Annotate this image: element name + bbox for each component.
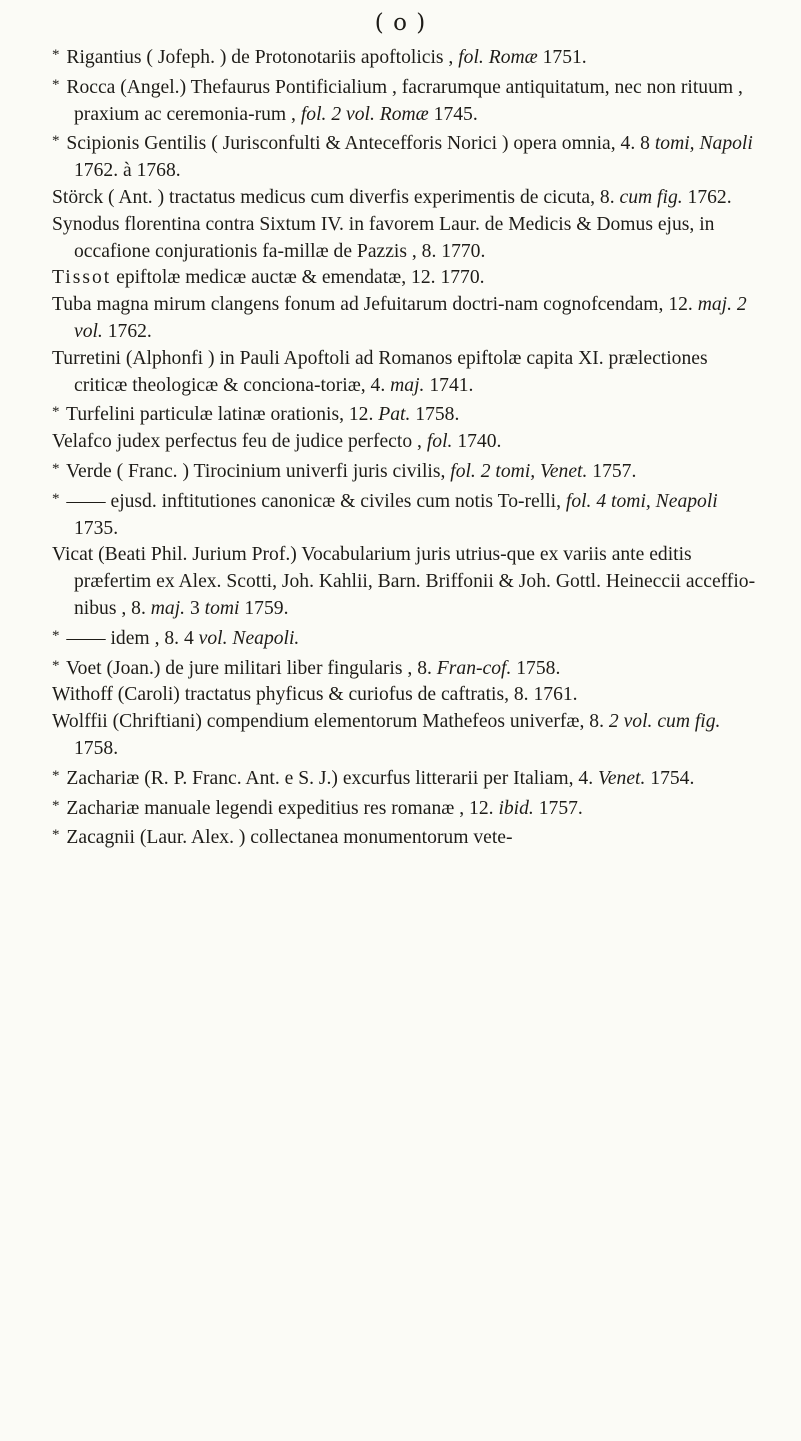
entry-text: 1762.	[682, 186, 732, 208]
catalogue-entry	[52, 399, 762, 429]
entry-text: —— ejusd. inftitutiones canonicæ & civiles cum notis To-relli,	[66, 490, 566, 512]
entry-text: Verde ( Franc. ) Tirocinium univerfi juris civilis,	[66, 460, 451, 482]
catalogue-entry	[52, 623, 762, 653]
entry-text: Scipionis Gentilis ( Jurisconfulti & Antecefforis Norici ) opera omnia, 4. 8	[66, 133, 655, 155]
entry-italic-text: tomi	[204, 597, 240, 619]
page-header: ( o )	[374, 10, 427, 36]
entry-italic-text: fol.	[458, 47, 484, 68]
catalogue-entry	[52, 763, 762, 793]
entry-italic-text: maj.	[390, 374, 425, 396]
asterisk-mark: *	[52, 490, 60, 507]
entry-text: 1762.	[102, 320, 152, 342]
entry-text: Velafco judex perfectus feu de judice perfecto ,	[52, 431, 427, 453]
entry-text: 1762. à 1768.	[74, 160, 181, 182]
entry-text: Tuba magna mirum clangens fonum ad Jefuitarum doctri-nam cognofcendam, 12.	[52, 294, 698, 316]
entry-text: Zacagnii (Laur. Alex. ) collectanea monumentorum vete-	[66, 827, 513, 849]
entry-text: Zachariæ manuale legendi expeditius res romanæ , 12.	[66, 797, 499, 819]
entry-italic-text: fol. 2 tomi, Venet.	[450, 460, 588, 482]
entry-italic-text: 2 vol. cum fig.	[608, 711, 721, 733]
catalogue-entry	[52, 346, 762, 400]
entry-text: 1741.	[424, 374, 474, 396]
entry-italic-text: vol. Neapoli.	[198, 627, 300, 649]
entry-text: 1751.	[537, 47, 587, 68]
catalogue-entry	[52, 429, 762, 456]
catalogue-entry	[52, 456, 762, 486]
catalogue-entry	[52, 682, 762, 709]
entry-italic-text: Romæ	[488, 47, 538, 68]
entry-text: 1735.	[74, 517, 119, 539]
entry-italic-text: maj. 2 vol.	[74, 294, 747, 342]
catalogue-entry	[52, 72, 762, 129]
asterisk-mark: *	[52, 460, 60, 477]
asterisk-mark: *	[52, 657, 60, 674]
asterisk-mark: *	[52, 47, 60, 63]
entry-text: 1758.	[74, 737, 119, 759]
entry-text: 3	[185, 597, 205, 619]
entry-italic-text: ibid.	[498, 797, 534, 819]
entry-italic-text: Venet.	[598, 767, 646, 789]
entry-italic-text: Fran-cof.	[436, 657, 512, 679]
entry-italic-text: maj.	[150, 597, 186, 619]
catalogue-entry	[52, 653, 762, 683]
asterisk-mark: *	[52, 767, 60, 784]
entry-text: 1745.	[428, 103, 478, 125]
entry-italic-text: fol.	[426, 431, 453, 453]
entry-text: Störck ( Ant. ) tractatus medicus cum diverfis experimentis de cicuta, 8.	[52, 186, 620, 208]
catalogue-entry	[52, 292, 762, 346]
entry-text: Synodus florentina contra Sixtum IV. in favorem Laur. de Medicis & Domus ejus, in occafione conjurationis fa-millæ de Pazzis , 8. 1770.	[52, 213, 715, 262]
catalogue-entry	[52, 42, 762, 72]
entry-text: epiftolæ medicæ auctæ & emendatæ, 12. 1770.	[111, 267, 485, 289]
entry-text: 1757.	[587, 460, 637, 482]
catalogue-entry	[52, 486, 762, 543]
asterisk-mark: *	[52, 627, 60, 644]
entry-text: Wolffii (Chriftiani) compendium elementorum Mathefeos univerfæ, 8.	[52, 711, 609, 733]
entry-text: 1757.	[533, 797, 583, 819]
entry-text: Turretini (Alphonfi ) in Pauli Apoftoli ad Romanos epiftolæ capita XI. prælectiones criticæ theologicæ & conciona-toriæ, 4.	[52, 347, 708, 396]
entry-author-smallcaps: Tissot	[52, 267, 112, 289]
entry-text: 1754.	[645, 767, 695, 789]
catalogue-entry	[52, 793, 762, 823]
asterisk-mark: *	[52, 404, 60, 421]
entry-italic-text: tomi, Napoli	[654, 133, 753, 155]
entry-text: Rigantius ( Jofeph. ) de Protonotariis apoftolicis ,	[66, 47, 459, 68]
catalogue-entry	[52, 128, 762, 185]
entry-text: 1758.	[410, 404, 460, 426]
entry-text: 1740.	[452, 431, 502, 453]
entry-italic-text: cum fig.	[619, 186, 683, 208]
entry-text: Rocca (Angel.) Thefaurus Pontificialium , facrarumque antiquitatum, nec non rituum , praxium ac ceremonia-rum ,	[66, 76, 743, 125]
entry-text: Vicat (Beati Phil. Jurium Prof.) Vocabularium juris utrius-que ex variis ante editis præfertim ex Alex. Scotti, Joh. Kahlii, Barn. Briffonii & Joh. Gottl. Heineccii acceffio-nibus , 8.	[52, 544, 756, 619]
catalogue-entry	[52, 822, 762, 852]
asterisk-mark: *	[52, 797, 60, 814]
entry-text: Turfelini particulæ latinæ orationis, 12.	[66, 404, 379, 426]
catalogue-entries	[52, 42, 762, 852]
catalogue-entry	[52, 212, 762, 266]
asterisk-mark: *	[52, 133, 60, 150]
entry-text: Voet (Joan.) de jure militari liber fingularis , 8.	[66, 657, 437, 679]
entry-text: —— idem , 8. 4	[66, 627, 199, 649]
catalogue-entry	[52, 265, 762, 292]
asterisk-mark: *	[52, 76, 60, 93]
entry-text: 1759.	[239, 597, 289, 619]
entry-italic-text: fol. 4 tomi, Neapoli	[565, 490, 718, 512]
entry-text: Withoff (Caroli) tractatus phyficus & curiofus de caftratis, 8. 1761.	[52, 684, 578, 706]
catalogue-entry	[52, 185, 762, 212]
asterisk-mark: *	[52, 827, 60, 844]
entry-text: 1758.	[511, 657, 561, 679]
catalogue-entry	[52, 709, 762, 763]
catalogue-entry	[52, 542, 762, 622]
entry-italic-text: Pat.	[378, 404, 411, 426]
entry-text: Zachariæ (R. P. Franc. Ant. e S. J.) excurfus litterarii per Italiam, 4.	[66, 767, 599, 789]
entry-italic-text: fol. 2 vol. Romæ	[300, 103, 429, 125]
